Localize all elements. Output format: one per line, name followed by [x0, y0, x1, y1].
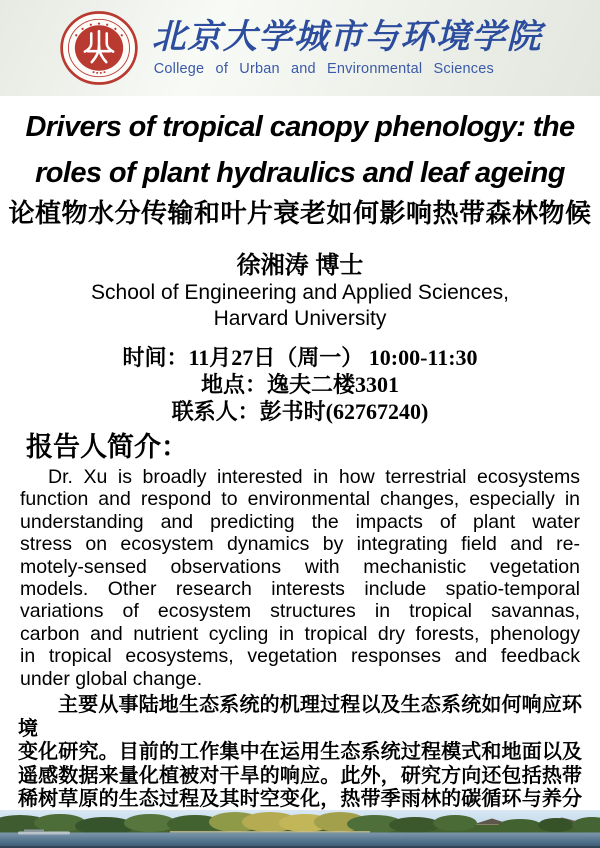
talk-location: 地点：逸夫二楼3301	[200, 372, 399, 397]
talk-title-cn: 论植物水分传输和叶片衰老如何影响热带森林物候	[8, 198, 592, 228]
talk-contact: 联系人：彭书时(62767240)	[171, 399, 429, 424]
bio-cn-line: 稀树草原的生态过程及其时空变化，热带季雨林的碳循环与养分	[18, 788, 582, 811]
bio-en-line: carbon and nutrient cycling in tropical dry forests, phenology	[20, 622, 580, 645]
university-header	[0, 0, 600, 96]
bio-cn-line: 主要从事陆地生态系统的机理过程以及生态系统如何响应环境	[18, 694, 582, 740]
pku-seal-logo	[58, 9, 140, 87]
talk-title-en-line-2: roles of plant hydraulics and leaf ageing	[35, 157, 565, 189]
bio-en-line: stress on ecosystem dynamics by integrating field and re-	[20, 533, 580, 556]
campus-photo	[0, 810, 600, 848]
org-name-en: College of Urban and Environmental Sciences	[153, 60, 494, 77]
bio-en-line: under global change.	[20, 667, 203, 690]
bio-en-line: motely-sensed observations with mechanistic vegetation	[20, 555, 580, 578]
bio-en-line: in tropical ecosystems, vegetation responses and feedback	[20, 645, 580, 668]
org-name-block	[152, 19, 543, 78]
speaker-affiliation-line-2: Harvard University	[213, 307, 387, 330]
bio-en-line: understanding and predicting the impacts of plant water	[20, 510, 580, 533]
speaker-name: 徐湘涛 博士	[236, 252, 364, 279]
bio-cn-line: 遥感数据来量化植被对干旱的响应。此外，研究方向还包括热带	[18, 764, 582, 787]
org-name-cn: 北京大学城市与环境学院	[151, 18, 543, 56]
talk-details	[0, 344, 600, 425]
bio-en-line: function and respond to environmental changes, especially in	[20, 488, 580, 511]
talk-title-en-line-1: Drivers of tropical canopy phenology: the	[25, 111, 575, 143]
speaker-affiliation-line-1: School of Engineering and Applied Sciences,	[91, 281, 509, 304]
talk-time: 时间：11月27日（周一） 10:00-11:30	[122, 345, 478, 370]
bio-paragraph-en	[20, 466, 580, 690]
bio-en-line: variations of ecosystem structures in tropical savannas,	[20, 600, 580, 623]
bio-en-line: models. Other research interests include spatio-temporal	[20, 578, 580, 601]
bio-en-line: Dr. Xu is broadly interested in how terrestrial ecosystems	[48, 466, 580, 488]
bio-section-heading: 报告人简介：	[26, 432, 188, 462]
bio-cn-line: 变化研究。目前的工作集中在运用生态系统过程模式和地面以及	[18, 741, 582, 764]
